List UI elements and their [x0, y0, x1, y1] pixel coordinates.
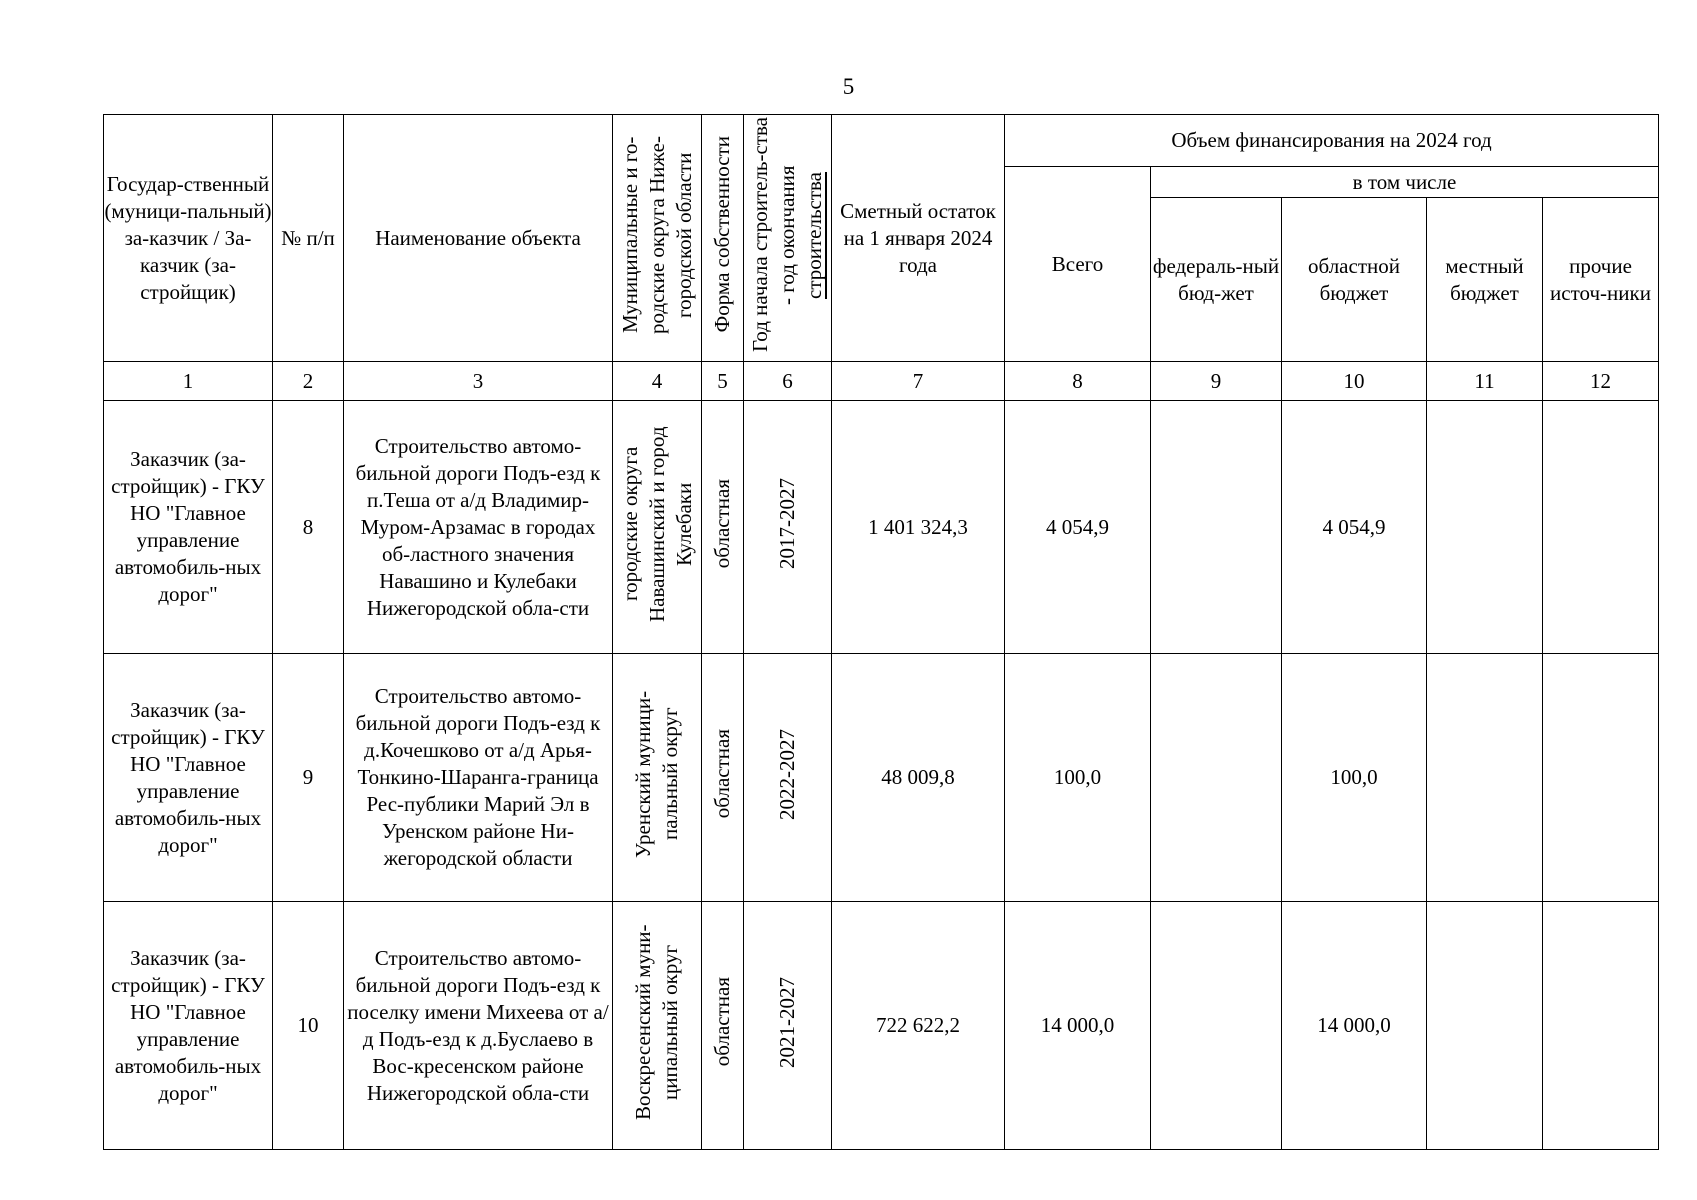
table-row	[104, 401, 1659, 654]
header-customer: Государ-ственный (муници-пальный) за-казчик / За-казчик (за-стройщик)	[104, 115, 273, 362]
total-cell: 14 000,0	[1005, 902, 1151, 1150]
page-number: 5	[842, 74, 855, 99]
object-name-cell: Строительство автомо-бильной дороги Подъ-езд к поселку имени Михеева от а/д Подъ-езд к д.Буслаево в Вос-кресенском районе Нижегородской обла-сти	[344, 902, 613, 1150]
header-funding: Объем финансирования на 2024 год	[1005, 115, 1659, 167]
federal-cell	[1151, 401, 1282, 654]
ownership-text: областная	[710, 729, 734, 819]
row-number-cell: 8	[273, 401, 344, 654]
other-cell	[1543, 401, 1659, 654]
municipality-text: Воскресенский муни-ципальный округ	[631, 924, 682, 1120]
ownership-text: областная	[710, 478, 734, 569]
header-ownership-text: Форма собственности	[710, 136, 734, 333]
local-cell	[1427, 401, 1543, 654]
header-years	[744, 115, 832, 362]
column-numbers-row	[104, 362, 1659, 401]
column-number: 3	[344, 362, 613, 401]
object-name-cell: Строительство автомо-бильной дороги Подъ-езд к д.Кочешково от а/д Арья-Тонкино-Шаранга-граница Рес-публики Марий Эл в Уренском районе Ни-жегородской области	[344, 654, 613, 902]
municipality-cell	[613, 902, 702, 1150]
header-including: в том числе	[1151, 167, 1659, 198]
municipality-cell	[613, 654, 702, 902]
years-text: 2022-2027	[775, 728, 799, 820]
column-number: 4	[613, 362, 702, 401]
local-cell	[1427, 902, 1543, 1150]
remainder-cell: 1 401 324,3	[832, 401, 1005, 654]
table-row	[104, 654, 1659, 902]
header-municipality-text: Муниципальные и го-родские округа Ниже-городской области	[617, 135, 696, 334]
other-cell	[1543, 902, 1659, 1150]
header-municipality	[613, 115, 702, 362]
column-number: 2	[273, 362, 344, 401]
header-federal: федераль-ный бюд-жет	[1151, 198, 1282, 362]
remainder-cell: 722 622,2	[832, 902, 1005, 1150]
regional-cell: 100,0	[1282, 654, 1427, 902]
years-text: 2017-2027	[775, 478, 799, 569]
column-number: 8	[1005, 362, 1151, 401]
row-number-cell: 10	[273, 902, 344, 1150]
header-years-main: Год начала строитель-ства - год окончания	[748, 117, 799, 352]
remainder-cell: 48 009,8	[832, 654, 1005, 902]
header-years-tail: строительства	[802, 171, 826, 299]
total-cell: 4 054,9	[1005, 401, 1151, 654]
other-cell	[1543, 654, 1659, 902]
header-regional: областной бюджет	[1282, 198, 1427, 362]
column-number: 12	[1543, 362, 1659, 401]
years-cell	[744, 654, 832, 902]
header-years-text	[747, 117, 828, 353]
regional-cell: 14 000,0	[1282, 902, 1427, 1150]
regional-cell: 4 054,9	[1282, 401, 1427, 654]
column-number: 7	[832, 362, 1005, 401]
ownership-cell	[702, 902, 744, 1150]
column-number: 11	[1427, 362, 1543, 401]
header-num: № п/п	[273, 115, 344, 362]
object-name-cell: Строительство автомо-бильной дороги Подъ-езд к п.Теша от а/д Владимир-Муром-Арзамас в городах об-ластного значения Навашино и Кулебаки Нижегородской обла-сти	[344, 401, 613, 654]
header-other: прочие источ-ники	[1543, 198, 1659, 362]
column-number: 6	[744, 362, 832, 401]
federal-cell	[1151, 654, 1282, 902]
local-cell	[1427, 654, 1543, 902]
municipality-cell	[613, 401, 702, 654]
municipality-text: городские округа Навашинский и город Кулебаки	[617, 425, 696, 622]
municipality-text: Уренский муници-пальный округ	[631, 690, 682, 858]
row-number-cell: 9	[273, 654, 344, 902]
column-number: 5	[702, 362, 744, 401]
years-cell	[744, 401, 832, 654]
column-number: 1	[104, 362, 273, 401]
column-number: 10	[1282, 362, 1427, 401]
customer-cell: Заказчик (за-стройщик) - ГКУ НО "Главное управление автомобиль-ных дорог"	[104, 401, 273, 654]
ownership-cell	[702, 654, 744, 902]
table-row	[104, 902, 1659, 1150]
ownership-text: областная	[710, 977, 734, 1067]
header-object: Наименование объекта	[344, 115, 613, 362]
financing-table	[103, 114, 1659, 1150]
column-number: 9	[1151, 362, 1282, 401]
header-row-1	[104, 115, 1659, 167]
total-cell: 100,0	[1005, 654, 1151, 902]
header-remainder: Сметный остаток на 1 января 2024 года	[832, 115, 1005, 362]
header-local: местный бюджет	[1427, 198, 1543, 362]
federal-cell	[1151, 902, 1282, 1150]
years-cell	[744, 902, 832, 1150]
ownership-cell	[702, 401, 744, 654]
customer-cell: Заказчик (за-стройщик) - ГКУ НО "Главное управление автомобиль-ных дорог"	[104, 902, 273, 1150]
header-ownership	[702, 115, 744, 362]
customer-cell: Заказчик (за-стройщик) - ГКУ НО "Главное управление автомобиль-ных дорог"	[104, 654, 273, 902]
header-total: Всего	[1005, 167, 1151, 362]
years-text: 2021-2027	[775, 976, 799, 1068]
